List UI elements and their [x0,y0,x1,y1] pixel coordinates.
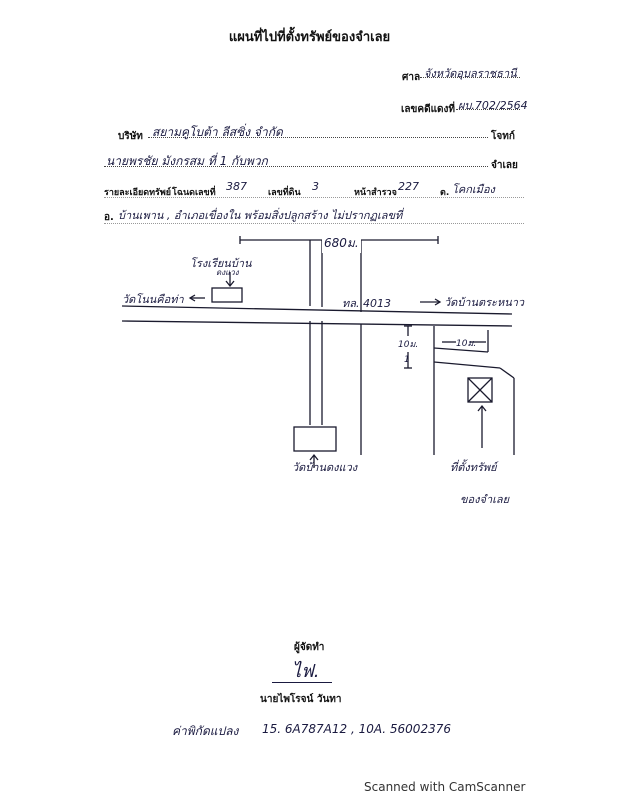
property-sub-label: ของจำเลย [460,493,510,506]
plaintiff-label: บริษัท [118,131,143,142]
distance-side-label: 10ม. [456,339,477,349]
marker-label: 1 [404,355,410,365]
property-label: รายละเอียดทรัพย์ [104,188,172,198]
temple-bottom-label: วัดบ้านดงแวง [292,461,358,474]
temple-left-label: วัดโนนคือท่า [122,293,184,306]
school-box [212,288,242,302]
deed-label: โฉนดเลขที่ [172,188,216,198]
tambon-prefix: ต. [440,188,450,198]
tambon-value: โคกเมือง [452,183,495,196]
defendant-value: นายพรชัย มังกรสม ที่ 1 กับพวก [106,154,268,168]
page-number: 227 [398,180,419,193]
highway-bottom-edge [122,321,512,326]
page-title: แผนที่ไปที่ตั้งทรัพย์ของจำเลย [228,30,391,45]
court-value: จังหวัดอุบลราชธานี [424,67,517,80]
signature-label: ผู้จัดทำ [294,642,325,653]
amphoe-prefix: อ. [104,212,114,223]
plaintiff-value: สยามคูโบต้า ลีสซิ่ง จำกัด [152,125,283,139]
deed-number: 387 [226,180,247,193]
temple-bottom-box [294,427,336,451]
highway-label: ทล. 4013 [342,297,391,310]
land-label: เลขที่ดิน [268,188,301,198]
distance-label: 680ม. [322,234,361,253]
defendant-role: จำเลย [491,160,518,171]
case-number-value: ผบ.702/2564 [458,99,528,112]
signature-mark: ไฟ. [292,661,320,682]
scanner-watermark: Scanned with CamScanner [364,780,526,794]
property-label-map: ที่ตั้งทรัพย์ [450,461,497,474]
coordinates-label: ค่าพิกัดแปลง [172,724,239,738]
school-sub-label: ดงแวง [216,268,239,277]
coordinates-value: 15. 6A787A12 , 10A. 56002376 [262,722,451,736]
side-lane-bottom [434,362,500,368]
temple-right-label: วัดบ้านตระหนาว [444,296,525,309]
court-label: ศาล [402,72,421,83]
land-number: 3 [312,180,319,193]
signature-name: นายไพโรจน์ วันทา [260,694,342,705]
property-line-2: บ้านเพาน , อำเภอเขื่องใน พร้อมสิ่งปลูกสร้าง ไม่ปรากฏเลขที่ [118,209,403,222]
distance-down-label: 10ม. [398,340,419,350]
case-number-label: เลขคดีแดงที่ [401,104,455,115]
signature-underline [272,682,332,683]
school-label: โรงเรียนบ้าน [190,257,252,270]
plaintiff-role: โจทก์ [491,131,515,142]
page-label: หน้าสำรวจ [354,188,397,198]
